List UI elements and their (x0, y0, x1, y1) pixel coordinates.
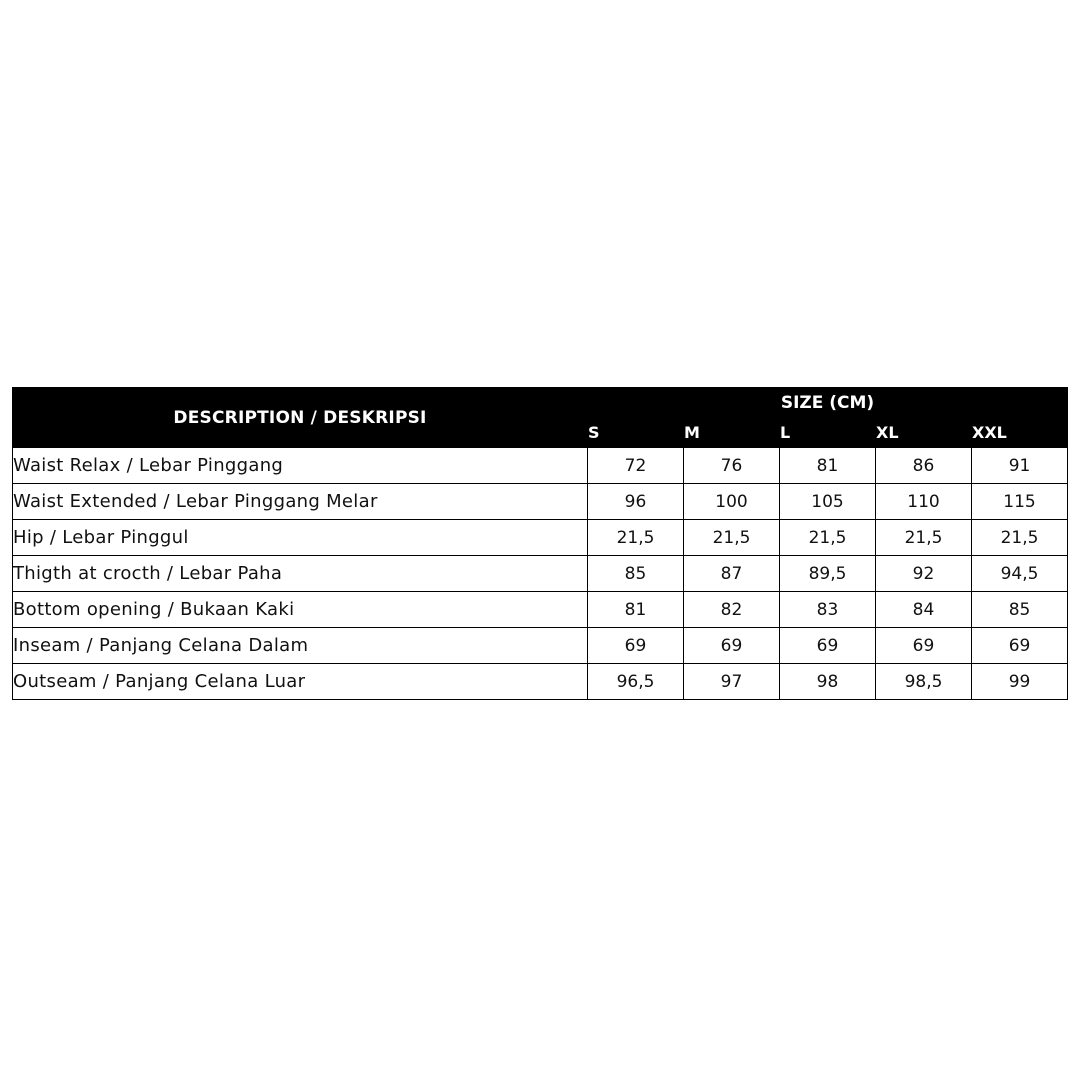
row-value: 82 (684, 592, 780, 628)
row-value: 21,5 (588, 520, 684, 556)
row-value: 94,5 (972, 556, 1068, 592)
row-value: 85 (972, 592, 1068, 628)
row-description: Waist Relax / Lebar Pinggang (13, 448, 588, 484)
row-value: 96,5 (588, 664, 684, 700)
row-value: 84 (876, 592, 972, 628)
size-column-s: S (588, 418, 684, 448)
row-value: 21,5 (780, 520, 876, 556)
row-value: 89,5 (780, 556, 876, 592)
row-value: 85 (588, 556, 684, 592)
row-value: 98,5 (876, 664, 972, 700)
row-value: 86 (876, 448, 972, 484)
row-value: 21,5 (876, 520, 972, 556)
row-description: Hip / Lebar Pinggul (13, 520, 588, 556)
size-chart-table (12, 387, 1068, 700)
row-value: 97 (684, 664, 780, 700)
table-row (13, 592, 1068, 628)
size-column-m: M (684, 418, 780, 448)
table-row (13, 520, 1068, 556)
row-value: 99 (972, 664, 1068, 700)
row-value: 115 (972, 484, 1068, 520)
row-value: 69 (684, 628, 780, 664)
row-value: 92 (876, 556, 972, 592)
row-value: 81 (780, 448, 876, 484)
table-header (13, 388, 1068, 448)
table-row (13, 556, 1068, 592)
row-description: Bottom opening / Bukaan Kaki (13, 592, 588, 628)
row-value: 98 (780, 664, 876, 700)
row-description: Waist Extended / Lebar Pinggang Melar (13, 484, 588, 520)
row-value: 69 (972, 628, 1068, 664)
row-value: 69 (780, 628, 876, 664)
row-value: 91 (972, 448, 1068, 484)
row-value: 87 (684, 556, 780, 592)
row-value: 105 (780, 484, 876, 520)
row-value: 100 (684, 484, 780, 520)
row-value: 83 (780, 592, 876, 628)
size-column-l: L (780, 418, 876, 448)
description-header: DESCRIPTION / DESKRIPSI (13, 388, 588, 448)
table-body (13, 448, 1068, 700)
table-row (13, 484, 1068, 520)
row-value: 69 (876, 628, 972, 664)
size-column-xl: XL (876, 418, 972, 448)
row-value: 21,5 (684, 520, 780, 556)
row-description: Thigth at crocth / Lebar Paha (13, 556, 588, 592)
size-column-xxl: XXL (972, 418, 1068, 448)
row-value: 76 (684, 448, 780, 484)
size-header: SIZE (CM) (588, 388, 1068, 418)
table-row (13, 664, 1068, 700)
table-row (13, 628, 1068, 664)
row-description: Inseam / Panjang Celana Dalam (13, 628, 588, 664)
row-value: 21,5 (972, 520, 1068, 556)
row-value: 96 (588, 484, 684, 520)
table-row (13, 448, 1068, 484)
row-value: 110 (876, 484, 972, 520)
row-value: 69 (588, 628, 684, 664)
row-value: 72 (588, 448, 684, 484)
row-description: Outseam / Panjang Celana Luar (13, 664, 588, 700)
row-value: 81 (588, 592, 684, 628)
